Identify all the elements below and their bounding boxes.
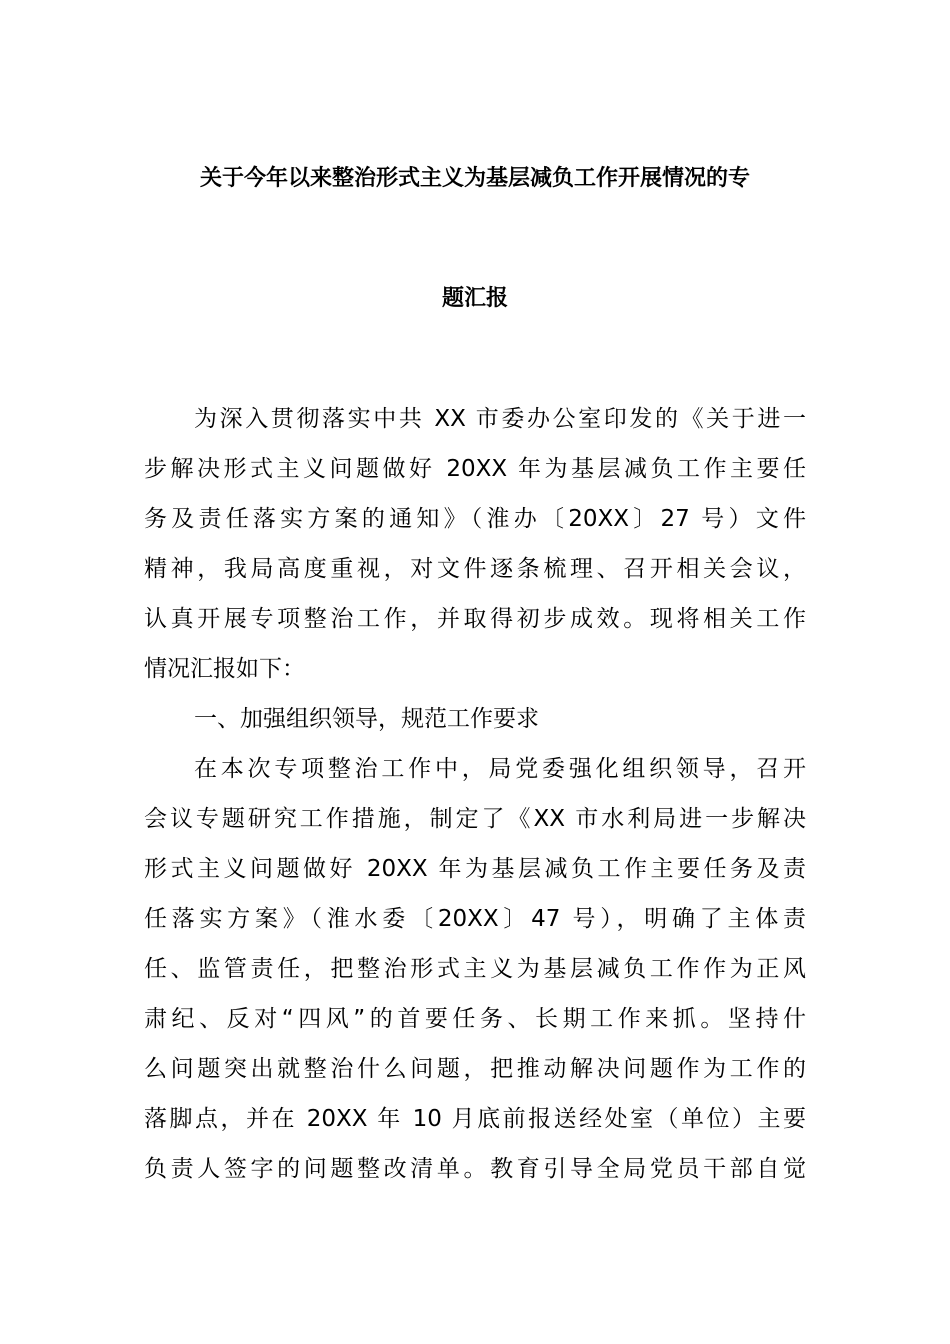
paragraph-line: 落脚点，并在 20XX 年 10 月底前报送经处室（单位）主要 xyxy=(144,1106,806,1132)
paragraph-line: 在本次专项整治工作中，局党委强化组织领导，召开 xyxy=(194,756,806,782)
paragraph-line: 么问题突出就整治什么问题，把推动解决问题作为工作的 xyxy=(144,1056,806,1082)
paragraph-line: 形式主义问题做好 20XX 年为基层减负工作主要任务及责 xyxy=(144,856,806,882)
paragraph-line: 务及责任落实方案的通知》（淮办〔20XX〕27 号）文件 xyxy=(144,506,806,532)
document-title-line-1: 关于今年以来整治形式主义为基层减负工作开展情况的专 xyxy=(199,166,750,191)
paragraph-line: 任、监管责任，把整治形式主义为基层减负工作作为正风 xyxy=(144,956,806,982)
paragraph-line: 肃纪、反对“四风”的首要任务、长期工作来抓。坚持什 xyxy=(144,1006,806,1032)
paragraph-line: 负责人签字的问题整改清单。教育引导全局党员干部自觉 xyxy=(144,1156,806,1182)
paragraph-line: 会议专题研究工作措施，制定了《XX 市水利局进一步解决 xyxy=(144,806,806,832)
paragraph-line: 步解决形式主义问题做好 20XX 年为基层减负工作主要任 xyxy=(144,456,806,482)
paragraph-line: 情况汇报如下： xyxy=(144,656,305,682)
paragraph-line: 精神，我局高度重视，对文件逐条梳理、召开相关会议， xyxy=(144,556,806,582)
paragraph-line: 任落实方案》（淮水委〔20XX〕47 号），明确了主体责 xyxy=(144,906,806,932)
document-title-line-2: 题汇报 xyxy=(441,286,508,311)
paragraph-line: 认真开展专项整治工作，并取得初步成效。现将相关工作 xyxy=(144,606,806,632)
paragraph-line: 为深入贯彻落实中共 XX 市委办公室印发的《关于进一 xyxy=(194,406,806,432)
section-heading: 一、加强组织领导，规范工作要求 xyxy=(194,706,539,732)
